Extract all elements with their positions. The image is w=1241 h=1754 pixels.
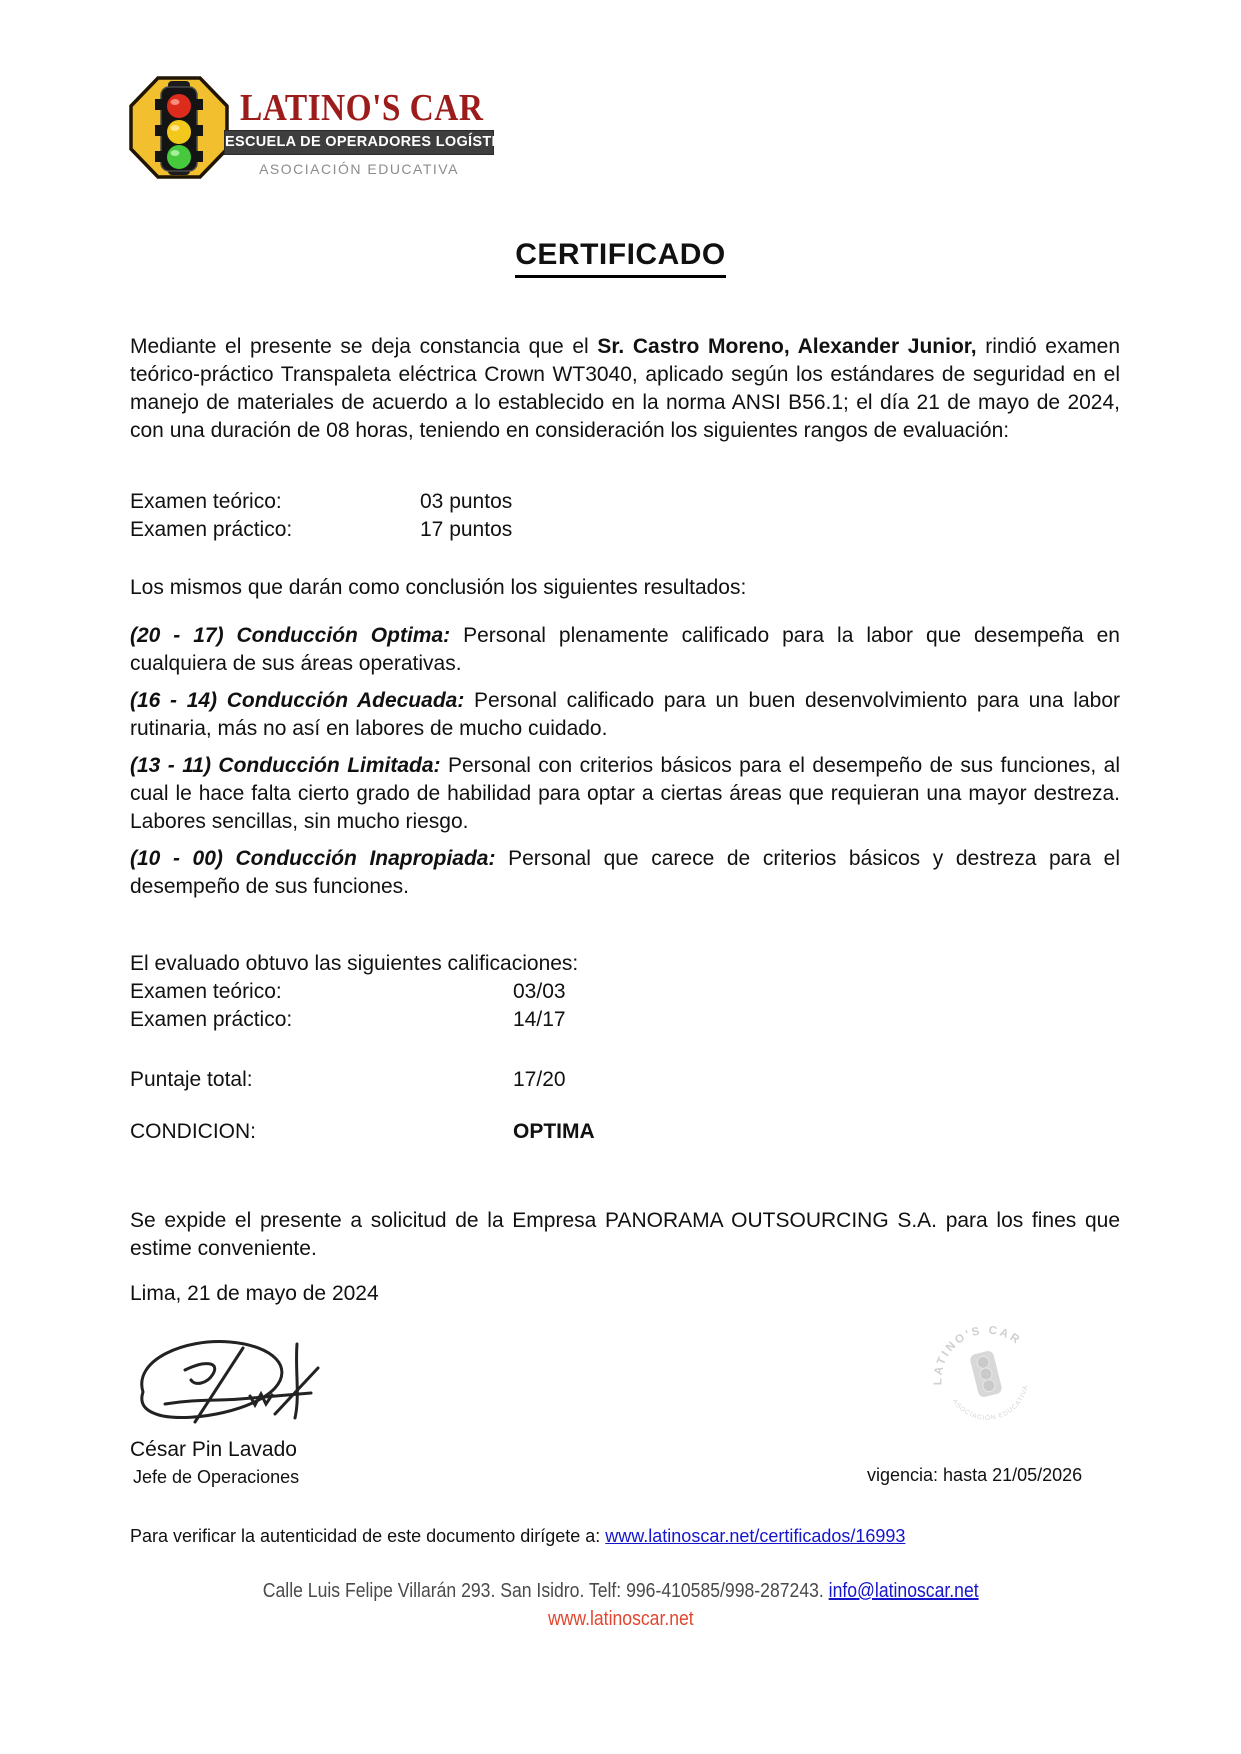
verify-line (130, 1524, 905, 1548)
range-paragraph (130, 622, 1120, 678)
stamp-watermark (913, 1301, 1058, 1446)
row-value: 03/03 (513, 980, 566, 1003)
range-description: Personal plenamente calificado para la labor que desempeña en cualquiera de sus áreas operativas. (130, 624, 1120, 675)
row-label: Puntaje total: (130, 1068, 253, 1091)
issue-paragraph: Se expide el presente a solicitud de la Empresa PANORAMA OUTSOURCING S.A. para los fines que estime conveniente. (130, 1209, 1120, 1260)
row-value: 17 puntos (420, 518, 513, 541)
stamp-bottom-text: ASOCIACIÓN EDUCATIVA (950, 1384, 1030, 1422)
range-description: Personal calificado para un buen desenvolvimiento para una labor rutinaria, más no así en labores de mucho cuidado. (130, 689, 1121, 740)
certificate-logo (128, 75, 529, 180)
logo-text-block (224, 87, 529, 177)
range-description: Personal que carece de criterios básicos y destreza para el desempeño de sus funciones. (130, 847, 1120, 898)
grade-row (130, 978, 1120, 1006)
grades-intro: El evaluado obtuvo las siguientes calificaciones: (130, 952, 579, 975)
row-label: Examen práctico: (130, 518, 293, 541)
place-date-line: Lima, 21 de mayo de 2024 (130, 1282, 379, 1305)
intro-lead: Mediante el presente se deja constancia que el (130, 335, 598, 358)
school-banner (224, 130, 529, 155)
footer-address: Calle Luis Felipe Villarán 293. San Isidro. Telf: 996-410585/998-287243. (262, 1580, 829, 1602)
verify-link[interactable]: www.latinoscar.net/certificados/16993 (605, 1526, 906, 1546)
intro-paragraph (130, 333, 1120, 445)
certificate-title: CERTIFICADO (515, 238, 726, 278)
signer-name: César Pin Lavado (130, 1438, 297, 1461)
traffic-light-icon (128, 75, 230, 180)
school-banner-label: ESCUELA DE OPERADORES LOGÍSTICOS (225, 134, 529, 150)
range-title: (10 - 00) Conducción Inapropiada: (130, 847, 496, 870)
grade-row (130, 1006, 1120, 1034)
total-row (130, 1066, 1120, 1094)
condition-value: OPTIMA (513, 1120, 595, 1143)
footer-address-line (0, 1580, 1241, 1603)
row-value: 03 puntos (420, 490, 513, 513)
website-link[interactable]: www.latinoscar.net (547, 1608, 694, 1630)
grades-section (130, 950, 1120, 1146)
row-label: Examen teórico: (130, 490, 282, 513)
row-value: 17/20 (513, 1068, 566, 1091)
results-intro: Los mismos que darán como conclusión los siguientes resultados: (130, 576, 747, 599)
validity-note: vigencia: hasta 21/05/2026 (867, 1465, 1083, 1485)
exam-points-row (130, 488, 1120, 516)
range-paragraph (130, 752, 1120, 836)
condition-row (130, 1118, 1120, 1146)
signer-role: Jefe de Operaciones (133, 1467, 300, 1487)
range-paragraph (130, 687, 1120, 743)
range-title: (13 - 11) Conducción Limitada: (130, 754, 441, 777)
row-label: CONDICION: (130, 1120, 256, 1143)
range-paragraph (130, 845, 1120, 901)
footer-website-line (0, 1608, 1241, 1631)
range-title: (20 - 17) Conducción Optima: (130, 624, 451, 647)
brand-title: LATINO'S CAR (240, 87, 484, 129)
intro-body: rindió examen teórico-práctico Transpaleta eléctrica Crown WT3040, aplicado según los estándares de seguridad en el manejo de materiales de acuerdo a lo establecido en la norma ANSI B56.1; el día 21 de mayo de 2024, con una duración de 08 horas, teniendo en consideración los siguientes rangos de evaluación: (130, 335, 1121, 442)
row-value: 14/17 (513, 1008, 566, 1031)
row-label: Examen teórico: (130, 980, 282, 1003)
candidate-name: Sr. Castro Moreno, Alexander Junior, (597, 335, 977, 358)
exam-points-table (130, 488, 1120, 544)
email-link[interactable]: info@latinoscar.net (828, 1580, 979, 1602)
row-label: Examen práctico: (130, 1008, 293, 1031)
range-title: (16 - 14) Conducción Adecuada: (130, 689, 465, 712)
evaluation-ranges (130, 622, 1120, 910)
signature-image (125, 1330, 335, 1430)
stamp-top-text: LATINO'S CAR (932, 1324, 1024, 1386)
verify-text: Para verificar la autenticidad de este documento dirígete a: (130, 1526, 606, 1546)
exam-points-row (130, 516, 1120, 544)
range-description: Personal con criterios básicos para el desempeño de sus funciones, al cual le hace falta cierto grado de habilidad para optar a ciertas áreas que requieran una mayor destreza. Labores sencillas, sin mucho riesgo. (130, 754, 1120, 833)
association-tagline: ASOCIACIÓN EDUCATIVA (259, 161, 459, 177)
